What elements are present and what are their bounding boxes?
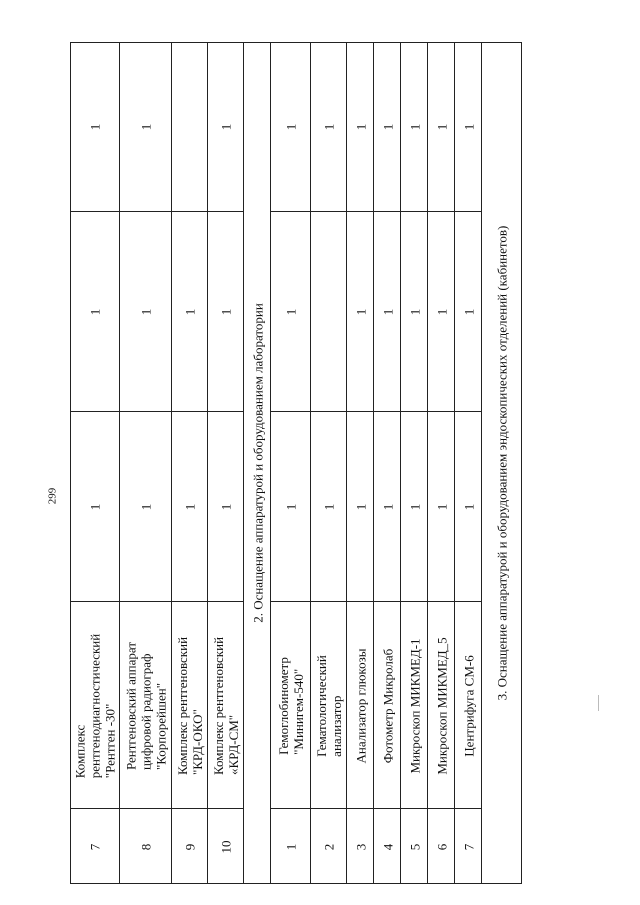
table-row bbox=[171, 43, 208, 883]
row-number-cell bbox=[208, 808, 244, 884]
quantity-cell bbox=[455, 211, 482, 412]
row-number-cell bbox=[71, 808, 119, 884]
section-heading: 3. Оснащение аппаратурой и оборудованием эндоскопических отделений (кабинетов) bbox=[494, 225, 510, 701]
row-number-cell bbox=[374, 808, 401, 884]
quantity-cell bbox=[71, 411, 119, 602]
quantity-value: 1 bbox=[87, 503, 103, 511]
row-number: 9 bbox=[182, 843, 198, 850]
quantity-cell bbox=[347, 43, 374, 211]
quantity-cell bbox=[374, 211, 401, 412]
quantity-cell bbox=[455, 43, 482, 211]
equipment-name-cell bbox=[428, 601, 455, 809]
equipment-name: Центрифуга СМ-6 bbox=[461, 654, 476, 757]
quantity-cell bbox=[455, 411, 482, 602]
quantity-cell bbox=[374, 43, 401, 211]
row-number: 7 bbox=[87, 843, 103, 850]
row-number: 10 bbox=[218, 840, 234, 853]
margin-mark bbox=[598, 695, 599, 711]
quantity-cell bbox=[311, 411, 347, 602]
equipment-name-cell bbox=[172, 601, 208, 809]
quantity-value: 1 bbox=[87, 123, 103, 131]
quantity-cell bbox=[120, 43, 172, 211]
quantity-value: 1 bbox=[87, 308, 103, 316]
equipment-name-cell bbox=[120, 601, 172, 809]
row-number: 8 bbox=[138, 843, 154, 850]
equipment-name-cell bbox=[401, 601, 428, 809]
quantity-cell bbox=[172, 43, 208, 211]
quantity-cell bbox=[271, 211, 311, 412]
row-number-cell bbox=[311, 808, 347, 884]
equipment-name-cell bbox=[208, 601, 244, 809]
quantity-value: 1 bbox=[407, 503, 422, 511]
quantity-value: 1 bbox=[353, 503, 368, 511]
equipment-name-cell bbox=[271, 601, 311, 809]
equipment-name: Фотометр Микролаб bbox=[380, 648, 395, 763]
table-row bbox=[207, 43, 244, 883]
row-number-cell bbox=[347, 808, 374, 884]
equipment-name: Микроскоп МИКМЕД_5 bbox=[434, 636, 449, 775]
quantity-cell bbox=[347, 211, 374, 412]
quantity-cell bbox=[120, 211, 172, 412]
page-number: 299 bbox=[46, 487, 59, 505]
quantity-value: 1 bbox=[283, 123, 299, 131]
row-number-cell bbox=[172, 808, 208, 884]
quantity-value: 1 bbox=[321, 503, 337, 511]
table-row bbox=[71, 43, 119, 883]
quantity-cell bbox=[208, 211, 244, 412]
equipment-table bbox=[70, 42, 522, 884]
quantity-value: 1 bbox=[380, 503, 395, 511]
row-number: 7 bbox=[461, 843, 476, 850]
quantity-cell bbox=[208, 43, 244, 211]
row-number-cell bbox=[120, 808, 172, 884]
quantity-cell bbox=[347, 411, 374, 602]
quantity-cell bbox=[374, 411, 401, 602]
row-number: 1 bbox=[283, 843, 299, 850]
quantity-cell bbox=[172, 411, 208, 602]
quantity-value: 1 bbox=[321, 123, 337, 131]
quantity-value: 1 bbox=[283, 503, 299, 511]
quantity-cell bbox=[401, 411, 428, 602]
quantity-cell bbox=[401, 43, 428, 211]
row-number: 3 bbox=[353, 843, 368, 850]
quantity-value: 1 bbox=[283, 308, 299, 316]
quantity-cell bbox=[71, 43, 119, 211]
quantity-cell bbox=[271, 411, 311, 602]
table-row bbox=[270, 43, 311, 883]
table-row bbox=[427, 43, 455, 883]
equipment-name: Комплекс рентгенодиагностический "Рентген -30" bbox=[72, 633, 118, 778]
row-number: 2 bbox=[321, 843, 337, 850]
quantity-cell bbox=[311, 211, 347, 412]
section-3-heading-row bbox=[481, 43, 522, 883]
table-row bbox=[119, 43, 172, 883]
quantity-value: 1 bbox=[218, 503, 234, 511]
equipment-name: Комплекс рентгеновский «КРД-СМ" bbox=[211, 636, 241, 775]
quantity-cell bbox=[311, 43, 347, 211]
row-number-cell bbox=[455, 808, 482, 884]
equipment-name: Рентгеновский аппарат цифровой радиограф "Корпорейшен" bbox=[123, 641, 169, 770]
equipment-name: Микроскоп МИКМЕД-1 bbox=[407, 637, 422, 774]
quantity-value: 1 bbox=[407, 308, 422, 316]
table-row bbox=[346, 43, 374, 883]
equipment-name: Гемоглобинометр "Минигем-540" bbox=[276, 656, 306, 755]
quantity-value: 1 bbox=[182, 308, 198, 316]
table-row bbox=[454, 43, 482, 883]
quantity-value: 1 bbox=[138, 503, 154, 511]
quantity-value: 1 bbox=[461, 503, 476, 511]
quantity-value: 1 bbox=[461, 308, 476, 316]
equipment-name-cell bbox=[311, 601, 347, 809]
quantity-cell bbox=[172, 211, 208, 412]
quantity-cell bbox=[271, 43, 311, 211]
equipment-name-cell bbox=[374, 601, 401, 809]
row-number: 6 bbox=[434, 843, 449, 850]
table-row bbox=[373, 43, 401, 883]
table-row bbox=[400, 43, 428, 883]
quantity-value: 1 bbox=[353, 308, 368, 316]
quantity-value: 1 bbox=[434, 503, 449, 511]
equipment-name-cell bbox=[455, 601, 482, 809]
quantity-value: 1 bbox=[182, 503, 198, 511]
quantity-value: 1 bbox=[461, 123, 476, 131]
equipment-name: Гематологический анализатор bbox=[314, 654, 344, 757]
quantity-value: 1 bbox=[218, 308, 234, 316]
quantity-cell bbox=[71, 211, 119, 412]
quantity-value: 1 bbox=[138, 308, 154, 316]
equipment-name: Комплекс рентгеновский "КРД-ОКО" bbox=[175, 636, 205, 775]
quantity-cell bbox=[428, 211, 455, 412]
quantity-value: 1 bbox=[353, 123, 368, 131]
quantity-cell bbox=[428, 411, 455, 602]
quantity-value: 1 bbox=[380, 123, 395, 131]
quantity-value: 1 bbox=[434, 123, 449, 131]
quantity-cell bbox=[208, 411, 244, 602]
quantity-value: 1 bbox=[407, 123, 422, 131]
quantity-cell bbox=[120, 411, 172, 602]
equipment-name: Анализатор глюкозы bbox=[353, 648, 368, 763]
quantity-value: 1 bbox=[218, 123, 234, 131]
quantity-value: 1 bbox=[434, 308, 449, 316]
quantity-cell bbox=[401, 211, 428, 412]
row-number: 4 bbox=[380, 843, 395, 850]
row-number-cell bbox=[401, 808, 428, 884]
equipment-name-cell bbox=[347, 601, 374, 809]
quantity-cell bbox=[428, 43, 455, 211]
row-number: 5 bbox=[407, 843, 422, 850]
row-number-cell bbox=[428, 808, 455, 884]
equipment-name-cell bbox=[71, 601, 119, 809]
row-number-cell bbox=[271, 808, 311, 884]
quantity-value: 1 bbox=[138, 123, 154, 131]
section-heading: 2. Оснащение аппаратурой и оборудованием лаборатории bbox=[250, 303, 265, 623]
section-2-heading-row bbox=[243, 43, 271, 883]
quantity-value: 1 bbox=[380, 308, 395, 316]
table-row bbox=[310, 43, 347, 883]
